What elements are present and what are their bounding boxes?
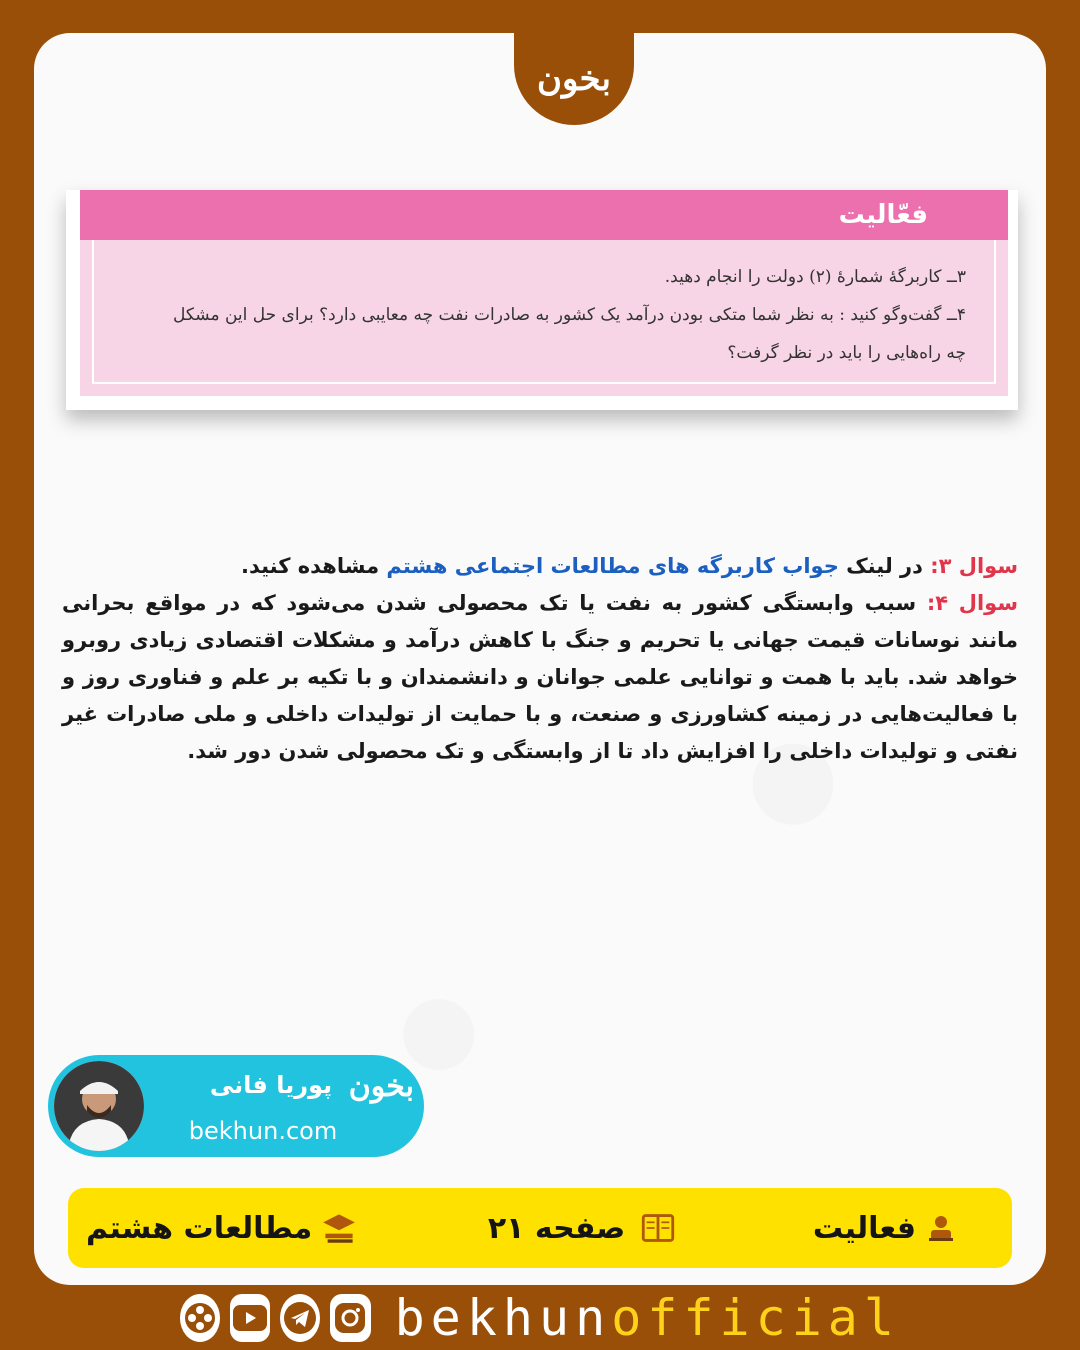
excerpt-text (92, 240, 996, 384)
avatar (54, 1061, 144, 1151)
author-site[interactable]: bekhun.com (188, 1117, 338, 1145)
social-handle (394, 1289, 901, 1347)
telegram-button[interactable] (280, 1294, 320, 1342)
excerpt-body (80, 240, 1008, 396)
excerpt-line: چه راه‌هایی را باید در نظر گرفت؟ (727, 343, 966, 363)
answer-q4 (62, 585, 1018, 770)
social-footer (180, 1288, 900, 1348)
teacher-icon (926, 1213, 956, 1243)
page-label: صفحه ۲۱ (487, 1210, 626, 1246)
answer-text: در لینک (838, 554, 931, 578)
instagram-icon (333, 1301, 367, 1335)
question-label: سوال ۴: (926, 591, 1018, 615)
film-reel-button[interactable] (180, 1294, 220, 1342)
activity-label: فعالیت (812, 1210, 916, 1246)
question-label: سوال ۳: (930, 554, 1018, 578)
brand-logo (514, 33, 634, 125)
info-bar (68, 1188, 1012, 1268)
youtube-icon (233, 1305, 267, 1331)
answer-q3 (62, 548, 1018, 585)
subject-label: مطالعات هشتم (86, 1210, 313, 1246)
telegram-icon (283, 1301, 317, 1335)
excerpt-header (80, 190, 1008, 240)
author-logo-text: بخون (348, 1069, 414, 1104)
excerpt-line: ۴ــ گفت‌وگو کنید : به نظر شما متکی بودن درآمد یک کشور به صادرات نفت چه معایبی دارد؟ برای حل این مشکل (173, 305, 966, 325)
textbook-excerpt (66, 190, 1018, 410)
answer-text: سبب وابستگی کشور به نفت یا تک محصولی شدن می‌شود که در مواقع بحرانی مانند نوسانات قیمت جهانی یا تحریم و جنگ با کاهش درآمد و مشکلات اقتصادی زیادی روبرو خواهد شد. باید با همت و توانایی علمی جوانان و دانشمندان و با تکیه بر علم و فناوری روز و با فعالیت‌هایی در زمینه کشاورزی و صنعت، و با حمایت از تولیدات داخلی و ملی صادرات غیر نفتی و تولیدات داخلی را افزایش داد تا از وابستگی و تک محصولی شدن دور شد. (62, 591, 1018, 763)
excerpt-line: ۳ــ کاربرگهٔ شمارهٔ (۲) دولت را انجام دهید. (664, 267, 966, 287)
info-activity (813, 1211, 956, 1246)
film-reel-icon (183, 1301, 217, 1335)
excerpt-header-title: فعّالیت (838, 200, 928, 230)
instagram-button[interactable] (330, 1294, 370, 1342)
answers-text (62, 548, 1018, 770)
author-name: پوریا فانی (209, 1071, 333, 1099)
brand-logo-text: بخون (537, 59, 611, 99)
youtube-button[interactable] (230, 1294, 270, 1342)
worksheet-answers-link[interactable]: جواب کاربرگه های مطالعات اجتماعی هشتم (386, 554, 839, 578)
handle-part-b: official (611, 1289, 901, 1347)
handle-part-a: bekhun (394, 1289, 612, 1347)
answer-text: مشاهده کنید. (240, 554, 387, 578)
graduation-cap-icon (322, 1211, 356, 1245)
book-icon (635, 1211, 681, 1245)
info-subject (86, 1211, 356, 1246)
info-page (488, 1211, 681, 1246)
author-badge (48, 1055, 424, 1157)
